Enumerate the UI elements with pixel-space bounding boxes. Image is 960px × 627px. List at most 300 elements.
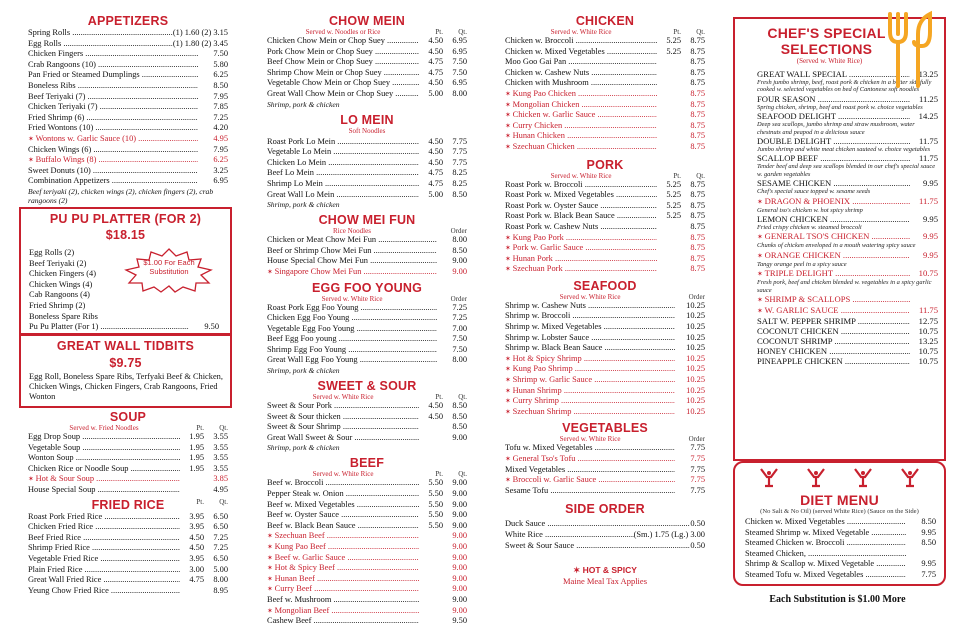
price: 0.50 <box>690 519 705 529</box>
menu-item-row <box>505 486 705 497</box>
pupu-last-row: Pu Pu Platter (For 1) ..... 9.50 <box>29 322 219 333</box>
menu-item-row <box>267 553 467 564</box>
menu-item-name: ✶ Szechuan Pork ..... <box>505 264 657 275</box>
menu-item-row <box>267 606 467 617</box>
chef-item-price: 10.75 <box>918 356 938 367</box>
menu-item-name: Great Wall Fried Rice ..... <box>28 575 180 586</box>
menu-item-name: Duck Sauce ..... <box>505 519 690 530</box>
menu-item-name: Vegetable Fried Rice ..... <box>28 554 180 565</box>
price-pint: 4.50 <box>189 532 204 542</box>
price-quart: 8.95 <box>213 585 228 595</box>
price: 8.00 <box>452 235 467 245</box>
dancing-figure-icon <box>852 466 874 493</box>
price: 7.75 <box>690 485 705 495</box>
menu-item-row <box>505 343 705 354</box>
price-quart: 3.55 <box>213 463 228 473</box>
chef-item-name: ✶ SHRIMP & SCALLOPS ..... <box>757 294 910 305</box>
menu-item-row <box>28 92 228 103</box>
menu-item-name: ✶ Curry Beef ..... <box>267 584 419 595</box>
menu-item-row <box>28 474 228 485</box>
dancing-figure-icon <box>899 466 921 493</box>
pupu-item: Boneless Spare Ribs <box>29 311 98 321</box>
price-quart: 8.75 <box>690 78 705 88</box>
menu-item-row <box>505 47 705 58</box>
hot-spicy-legend: ✶ HOT & SPICY <box>573 565 637 576</box>
price: 7.50 <box>452 344 467 354</box>
menu-item-row <box>267 531 467 542</box>
menu-item-name: Chicken w. Cashew Nuts ..... <box>505 68 657 79</box>
price-quart: 8.75 <box>690 179 705 189</box>
price: 10.25 <box>686 385 705 395</box>
chef-item-row <box>757 250 938 261</box>
menu-item-row <box>505 121 705 132</box>
menu-item-row <box>267 57 467 68</box>
price-pint <box>657 89 681 100</box>
price-quart: 9.00 <box>452 594 467 604</box>
chef-item-price: 14.25 <box>918 111 938 122</box>
menu-item-name: House Special Soup ..... <box>28 485 180 496</box>
tidbits-price: $9.75 <box>109 356 142 370</box>
menu-item-name: Shrimp Chow Mein or Chop Suey ..... <box>267 68 419 79</box>
price-quart: 9.00 <box>452 584 467 594</box>
menu-item-name: Roast Pork w. Cashew Nuts ..... <box>505 222 657 233</box>
menu-item-name: ✶ Mongolian Beef ..... <box>267 606 419 617</box>
chef-item-price: 11.75 <box>918 136 938 147</box>
menu-item-name: Sweet & Sour thicken ..... <box>267 412 419 423</box>
price-pint: 4.50 <box>428 46 443 56</box>
tidbits-box <box>19 334 232 408</box>
lomein-note: Shrimp, pork & chicken <box>267 200 340 210</box>
menu-item-row <box>745 517 936 528</box>
price-quart: 6.50 <box>213 511 228 521</box>
price-pint <box>419 553 443 564</box>
price-quart: 8.50 <box>452 411 467 421</box>
menu-item-row <box>267 510 467 521</box>
chef-item-row <box>757 316 938 326</box>
price-pint <box>419 574 443 585</box>
chef-item-price: 10.75 <box>918 268 938 279</box>
price: 10.25 <box>686 300 705 310</box>
price-pint: 1.95 <box>189 432 204 441</box>
price-quart: 8.75 <box>690 200 705 210</box>
price-pint <box>419 542 443 553</box>
beef-header: Served w. White Rice Pt. Qt. <box>312 470 467 479</box>
price-quart: 6.50 <box>213 522 228 532</box>
menu-item-row <box>267 563 467 574</box>
price-quart: 8.75 <box>690 46 705 56</box>
chef-item-name: ✶ W. GARLIC SAUCE ..... <box>757 305 910 316</box>
column-3 <box>505 10 705 586</box>
price-pint <box>657 243 681 254</box>
menu-item-name: Tofu w. Mixed Vegetables ..... <box>505 443 675 454</box>
price-pint: 5.25 <box>666 46 681 56</box>
lomein-list <box>267 137 467 201</box>
menu-item-row <box>505 222 705 233</box>
price: 9.00 <box>452 266 467 276</box>
price: 10.25 <box>686 322 705 332</box>
price-pint: 4.50 <box>428 401 443 411</box>
menu-item-name: ✶ Hunan Shrimp ..... <box>505 386 675 397</box>
price-pint <box>419 595 443 606</box>
menu-item-row <box>267 168 467 179</box>
menu-item-name: Great Wall Sweet & Sour ..... <box>267 433 419 444</box>
price: 8.50 <box>921 517 936 526</box>
chef-item-price: 13.25 <box>918 69 938 79</box>
menu-item-row <box>267 246 467 257</box>
price-pint: 4.50 <box>428 136 443 146</box>
menu-item-name: Sesame Tofu ..... <box>505 486 675 497</box>
menu-item-row <box>745 549 936 560</box>
price: 7.50 <box>213 49 228 59</box>
menu-item-name: ✶ Singapore Chow Mei Fun ..... <box>267 267 437 278</box>
menu-item-row <box>28 512 228 523</box>
menu-item-row <box>28 102 228 113</box>
price-quart: 8.75 <box>690 190 705 200</box>
price: 6.25 <box>213 70 228 80</box>
price-pint: 4.75 <box>428 57 443 67</box>
menu-item-row <box>267 412 467 423</box>
chef-item-name: PINEAPPLE CHICKEN ..... <box>757 356 910 366</box>
price: 8.50 <box>921 538 936 548</box>
menu-item-name: Great Wall Chow Mein or Chop Suey ..... <box>267 89 419 100</box>
menu-item-name: Egg Drop Soup ..... <box>28 432 180 443</box>
menu-item-row <box>28 554 228 565</box>
menu-item-row <box>505 333 705 344</box>
price-quart: 8.50 <box>452 401 467 411</box>
price-pint: 5.25 <box>666 200 681 210</box>
menu-item-row <box>505 211 705 222</box>
chef-item-price: 9.95 <box>922 214 938 225</box>
chef-item-desc: Tender beef and deep sea scallops blended in our chef's special sauce w. garden vegetables <box>757 163 936 178</box>
pupu-box <box>19 207 232 335</box>
menu-item-name: Spring Rolls ..... <box>28 28 173 39</box>
price: 7.95 <box>213 91 228 101</box>
menu-item-name: Shrimp w. Black Bean Sauce ..... <box>505 343 675 354</box>
menu-item-row <box>505 465 705 476</box>
menu-item-name: Chicken Fried Rice ..... <box>28 522 180 533</box>
chef-item-name: COCONUT CHICKEN ..... <box>757 326 910 336</box>
price: 4.20 <box>213 123 228 133</box>
vegetables-list <box>505 443 705 496</box>
price-pint <box>419 531 443 542</box>
price: 9.95 <box>921 559 936 569</box>
menu-item-name: Beef Teriyaki (7) ..... <box>28 92 198 103</box>
column-1 <box>28 10 228 205</box>
price: (Sm.) 1.75 (Lg.) 3.00 <box>633 529 705 539</box>
menu-item-name: ✶ Beef w. Garlic Sauce ..... <box>267 553 419 564</box>
menu-item-name: Beef w. Black Bean Sauce ..... <box>267 521 419 532</box>
menu-item-name: Vegetable Egg Foo Young ..... <box>267 324 437 335</box>
menu-item-name: Beef Chow Mein or Chop Suey ..... <box>267 57 419 68</box>
price-pint <box>657 254 681 265</box>
price: 9.95 <box>921 527 936 537</box>
chef-item-name: SALT W. PEPPER SHRIMP ..... <box>757 316 910 326</box>
menu-item-name: Shrimp Lo Mein ..... <box>267 179 419 190</box>
chef-item-desc: Deep sea scallops, jumbo shrimp and straw mushroom, water chestnuts and peapod in a delicious sauce <box>757 121 915 136</box>
price-pint: 4.75 <box>428 168 443 178</box>
menu-item-name: Shrimp w. Mixed Vegetables ..... <box>505 322 675 333</box>
sweetsour-list <box>267 401 467 443</box>
price-pint: 4.50 <box>428 147 443 157</box>
chef-item-name: DOUBLE DELIGHT ..... <box>757 136 910 146</box>
price-quart: 7.75 <box>452 157 467 167</box>
chef-item-price: 13.25 <box>918 336 938 347</box>
price-pint: 5.50 <box>428 489 443 499</box>
menu-item-row <box>267 47 467 58</box>
chef-item-name: SESAME CHICKEN ..... <box>757 178 910 188</box>
chef-item-price: 11.75 <box>918 195 938 206</box>
menu-item-row <box>28 28 228 39</box>
chef-item-row <box>757 268 938 279</box>
pork-title: PORK <box>586 157 624 172</box>
menu-item-row <box>267 584 467 595</box>
menu-item-row <box>267 500 467 511</box>
menu-item-row <box>505 78 705 89</box>
price-pint <box>657 68 681 79</box>
price-quart: 8.75 <box>690 253 705 263</box>
price: 10.25 <box>686 364 705 374</box>
diet-sub: (No Salt & No Oil) (served White Rice) (Sauce on the Side) <box>760 508 919 515</box>
chef-item-price: 10.75 <box>918 326 938 337</box>
soup-title: SOUP <box>109 410 147 424</box>
pupu-item: Egg Rolls (2) <box>29 248 75 257</box>
menu-item-name: ✶ Broccoli w. Garlic Sauce ..... <box>505 475 675 486</box>
chef-item-desc: Fresh jumbo shrimp, beef, roast pork & chicken in a batter skillfully cooked w. selected vegetables on bed of Cantonese soft noodles <box>757 79 932 94</box>
price-quart: 8.25 <box>452 178 467 188</box>
menu-item-name: Sweet & Sour Sauce ..... <box>505 541 690 552</box>
menu-item-name: Chicken Chow Mein or Chop Suey ..... <box>267 36 419 47</box>
menu-item-name: Chicken or Meat Chow Mei Fun ..... <box>267 235 437 246</box>
pupu-item: Fried Shrimp (2) <box>29 300 86 310</box>
menu-item-row <box>267 303 467 314</box>
chef-item-row <box>757 336 938 346</box>
price-pint <box>657 142 681 153</box>
price-quart: 9.00 <box>452 605 467 615</box>
menu-item-name: Steamed Chicken, ..... <box>745 549 906 560</box>
menu-item-name: Shrimp w. Lobster Sauce ..... <box>505 333 675 344</box>
menu-item-row <box>28 586 228 597</box>
price-quart: 8.25 <box>452 168 467 178</box>
menu-item-row <box>505 57 705 68</box>
menu-item-name: Pepper Steak w. Onion ..... <box>267 489 419 500</box>
menu-item-row <box>267 158 467 169</box>
menu-item-name: Moo Goo Gai Pan ..... <box>505 57 657 68</box>
price-pint: 4.75 <box>428 67 443 77</box>
price: 7.95 <box>213 144 228 154</box>
friedrice-list <box>28 512 228 597</box>
eggfooyoung-header: Served w. White Rice Order <box>321 294 467 303</box>
menu-item-row <box>267 478 467 489</box>
menu-item-name: ✶ Szechuan Chicken ..... <box>505 142 657 153</box>
chef-item-name: LEMON CHICKEN ..... <box>757 214 910 224</box>
price-quart: 9.00 <box>452 573 467 583</box>
menu-item-name: Pan Fried or Steamed Dumplings ..... <box>28 70 198 81</box>
price: 10.25 <box>686 406 705 416</box>
menu-item-row <box>28 113 228 124</box>
chef-item-name: SEAFOOD DELIGHT ..... <box>757 111 910 121</box>
vegetables-header: Served w. White Rice Order <box>559 435 705 444</box>
menu-item-row <box>28 543 228 554</box>
price-quart: 7.75 <box>452 147 467 157</box>
price: 7.75 <box>690 464 705 474</box>
chef-item-desc: Chunks of chicken enveloped in a mouth watering spicy sauce <box>757 242 916 250</box>
menu-item-name: Roast Pork Egg Foo Young ..... <box>267 303 437 314</box>
price-pint: 3.95 <box>189 522 204 532</box>
chowmein-header: Served w. Noodles or Rice Pt. Qt. <box>305 28 467 36</box>
price-quart: 8.75 <box>690 99 705 109</box>
sweetsour-title: SWEET & SOUR <box>317 379 417 394</box>
menu-item-row <box>267 313 467 324</box>
price: 10.25 <box>686 343 705 353</box>
diet-box <box>733 461 946 586</box>
chef-item-name: GREAT WALL SPECIAL ..... <box>757 69 910 79</box>
menu-item-name: Steamed Chicken w. Broccoli ..... <box>745 538 906 549</box>
sweetsour-header: Served w. White Rice Pt. Qt. <box>312 393 467 402</box>
menu-item-row <box>28 123 228 134</box>
chef-item-name: HONEY CHICKEN ..... <box>757 346 910 356</box>
chef-item-row <box>757 153 938 163</box>
menu-item-row <box>28 155 228 166</box>
menu-item-row <box>267 422 467 433</box>
menu-item-row <box>505 254 705 265</box>
price-pint <box>180 586 204 597</box>
pork-header: Served w. White Rice Pt. Qt. <box>550 171 705 180</box>
price-quart: 7.25 <box>213 543 228 553</box>
column-2 <box>267 10 467 627</box>
price-quart: 9.00 <box>452 478 467 488</box>
chef-item-price: 11.75 <box>918 153 938 164</box>
menu-item-name: Chicken w. Mixed Vegetables ..... <box>505 47 657 58</box>
menu-item-name: Roast Pork w. Black Bean Sauce ..... <box>505 211 657 222</box>
menu-item-name: ✶ Buffalo Wings (8) ..... <box>28 155 198 166</box>
pupu-sub-note: $1.00 For Each Substitution <box>143 258 195 276</box>
menu-item-name: Plain Fried Rice ..... <box>28 565 180 576</box>
price-quart: 9.00 <box>452 531 467 541</box>
menu-item-name: ✶ Hot & Spicy Shrimp ..... <box>505 354 675 365</box>
menu-item-row <box>28 443 228 454</box>
menu-item-row <box>505 322 705 333</box>
menu-item-row <box>267 36 467 47</box>
menu-item-row <box>28 81 228 92</box>
price: 7.00 <box>452 323 467 333</box>
menu-item-row <box>505 110 705 121</box>
column-1-bottom <box>28 410 228 596</box>
menu-item-row <box>28 453 228 464</box>
menu-item-row <box>745 528 936 539</box>
price: (1) 1.80 (2) 3.45 <box>172 38 228 48</box>
price-pint: 3.95 <box>189 511 204 521</box>
menu-item-row <box>267 137 467 148</box>
diet-list <box>745 517 936 581</box>
price-quart: 8.50 <box>452 422 467 432</box>
price-pint: 4.75 <box>189 575 204 585</box>
menu-item-row <box>28 39 228 50</box>
menu-item-name: Beef Fried Rice ..... <box>28 533 180 544</box>
price: 10.25 <box>686 396 705 406</box>
menu-item-name: ✶ Szechuan Beef ..... <box>267 531 419 542</box>
price-pint: 4.50 <box>428 78 443 88</box>
menu-item-row <box>28 533 228 544</box>
price-pint <box>419 606 443 617</box>
menu-item-name: Chicken w. Broccoli ..... <box>505 36 657 47</box>
menu-item-row <box>505 386 705 397</box>
price-quart: 7.25 <box>213 532 228 542</box>
price-quart: 9.00 <box>452 520 467 530</box>
menu-item-name: ✶ Kung Pao Beef ..... <box>267 542 419 553</box>
menu-item-name: Vegetable Lo Mein ..... <box>267 147 419 158</box>
pupu-title: PU PU PLATTER (FOR 2) <box>49 212 202 226</box>
chef-item-price: 11.75 <box>918 305 938 316</box>
price-quart: 8.75 <box>690 141 705 151</box>
menu-item-name: Shrimp w. Broccoli ..... <box>505 311 675 322</box>
appetizers-list <box>28 28 228 187</box>
price-pint: 4.50 <box>428 157 443 167</box>
menu-item-row <box>267 433 467 444</box>
menu-item-name: Sweet & Sour Pork ..... <box>267 401 419 412</box>
price-quart: 9.00 <box>452 489 467 499</box>
menu-item-name: Roast Pork Lo Mein ..... <box>267 137 419 148</box>
fork-knife-icon <box>884 10 942 90</box>
soup-header: Served w. Fried Noodles Pt. Qt. <box>69 424 228 432</box>
tidbits-desc: Egg Roll, Boneless Spare Ribs, Terfyaki Beef & Chicken, Chicken Wings, Chicken Fingers, Crab Rangoons, Fried Wonton <box>29 372 223 401</box>
menu-item-name: ✶ General Tso's Tofu ..... <box>505 454 675 465</box>
menu-item-name: Cashew Beef ..... <box>267 616 419 627</box>
menu-item-row <box>267 334 467 345</box>
menu-item-row <box>745 559 936 570</box>
menu-item-row <box>267 616 467 627</box>
menu-item-row <box>267 324 467 335</box>
price-quart: 5.00 <box>213 564 228 574</box>
price-quart: 6.95 <box>452 36 467 45</box>
menu-item-row <box>28 49 228 60</box>
menu-item-row <box>28 166 228 177</box>
price-quart: 6.95 <box>452 46 467 56</box>
chef-sub: (Served w. White Rice) <box>796 57 863 65</box>
tidbits-title: GREAT WALL TIDBITS <box>56 339 195 353</box>
beef-title: BEEF <box>349 456 385 471</box>
menu-item-row <box>505 100 705 111</box>
menu-item-row <box>505 131 705 142</box>
price-quart: 4.95 <box>213 484 228 494</box>
chef-item-price: 10.75 <box>918 346 938 357</box>
chef-item-name: ✶ GENERAL TSO'S CHICKEN ..... <box>757 231 910 242</box>
menu-item-name: ✶ Shrimp w. Garlic Sauce ..... <box>505 375 675 386</box>
menu-item-name: Beef Egg Foo young ..... <box>267 334 437 345</box>
menu-item-row <box>505 475 705 486</box>
chef-item-desc: Tangy orange peel in a spicy sauce <box>757 260 847 268</box>
menu-item-row <box>267 345 467 356</box>
menu-item-row <box>267 355 467 366</box>
price-quart: 3.55 <box>213 442 228 452</box>
price-pint <box>657 78 681 89</box>
chef-item-row <box>757 305 938 316</box>
menu-item-row <box>505 233 705 244</box>
menu-item-row <box>28 134 228 145</box>
price-pint: 5.25 <box>666 179 681 189</box>
price: (1) 1.60 (2) 3.15 <box>172 28 228 37</box>
menu-item-row <box>505 301 705 312</box>
figure-row <box>745 466 934 493</box>
chef-item-row <box>757 178 938 188</box>
menu-item-row <box>267 78 467 89</box>
price-quart: 6.95 <box>452 78 467 88</box>
price-quart: 8.75 <box>690 57 705 67</box>
menu-item-name: ✶ Hot & Sour Soup ..... <box>28 474 180 485</box>
chef-item-desc: General tso's chicken w. hot spicy shrimp <box>757 206 863 214</box>
menu-item-name: Beef Lo Mein ..... <box>267 168 419 179</box>
price-pint: 4.75 <box>428 178 443 188</box>
menu-item-row <box>28 485 228 496</box>
